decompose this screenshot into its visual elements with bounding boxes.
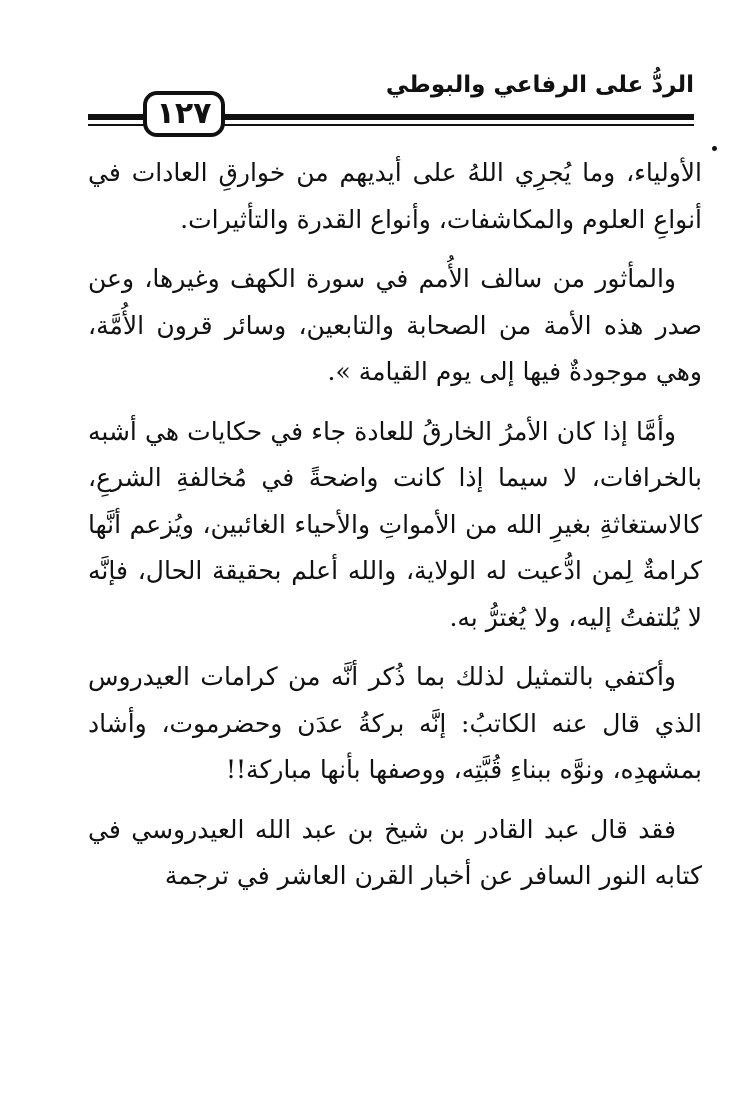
paragraph-4 <box>88 654 702 794</box>
paragraph-5 <box>88 807 702 900</box>
paragraph-1-text: الأولياء، وما يُجرِي اللهُ على أيديهم من خوارقِ العادات في أنواعِ العلوم والمكاشفات، وأنواع القدرة والتأثيرات. <box>88 158 702 234</box>
paragraph-4-text: وأكتفي بالتمثيل لذلك بما ذُكر أنَّه من كرامات العيدروس الذي قال عنه الكاتبُ: إنَّه بركةُ عدَن وحضرموت، وأشاد بمشهدِه، ونوَّه ببناءِ قُبَّتِه، ووصفها بأنها مباركة!! <box>88 662 702 784</box>
margin-dot-mark <box>712 146 717 151</box>
paragraph-2 <box>88 256 702 396</box>
paragraph-3-text: وأمَّا إذا كان الأمرُ الخارقُ للعادة جاء في حكايات هي أشبه بالخرافات، لا سيما إذا كانت واضحةً في مُخالفةِ الشرعِ، كالاستغاثةِ بغيرِ الله من الأمواتِ والأحياء الغائبين، ويُزعم أنَّها كرامةٌ لِمن ادُّعيت له الولاية، والله أعلم بحقيقة الحال، فإنَّه لا يُلتفتُ إليه، ولا يُغترُّ به. <box>88 416 702 632</box>
page-number-box <box>143 91 225 137</box>
page-number: ١٢٧ <box>156 96 212 131</box>
running-title: الردُّ على الرفاعي والبوطي <box>385 72 694 98</box>
body-text <box>88 150 702 900</box>
paragraph-3 <box>88 409 702 642</box>
paragraph-2-text: والمأثور من سالف الأُمم في سورة الكهف وغيرها، وعن صدر هذه الأمة من الصحابة والتابعين، وسائر قرون الأُمَّة، وهي موجودةٌ فيها إلى يوم القيامة ». <box>88 264 702 386</box>
paragraph-1 <box>88 150 702 243</box>
paragraph-5-text: فقد قال عبد القادر بن شيخ بن عبد الله العيدروسي في كتابه النور السافر عن أخبار القرن العاشر في ترجمة <box>88 814 702 890</box>
